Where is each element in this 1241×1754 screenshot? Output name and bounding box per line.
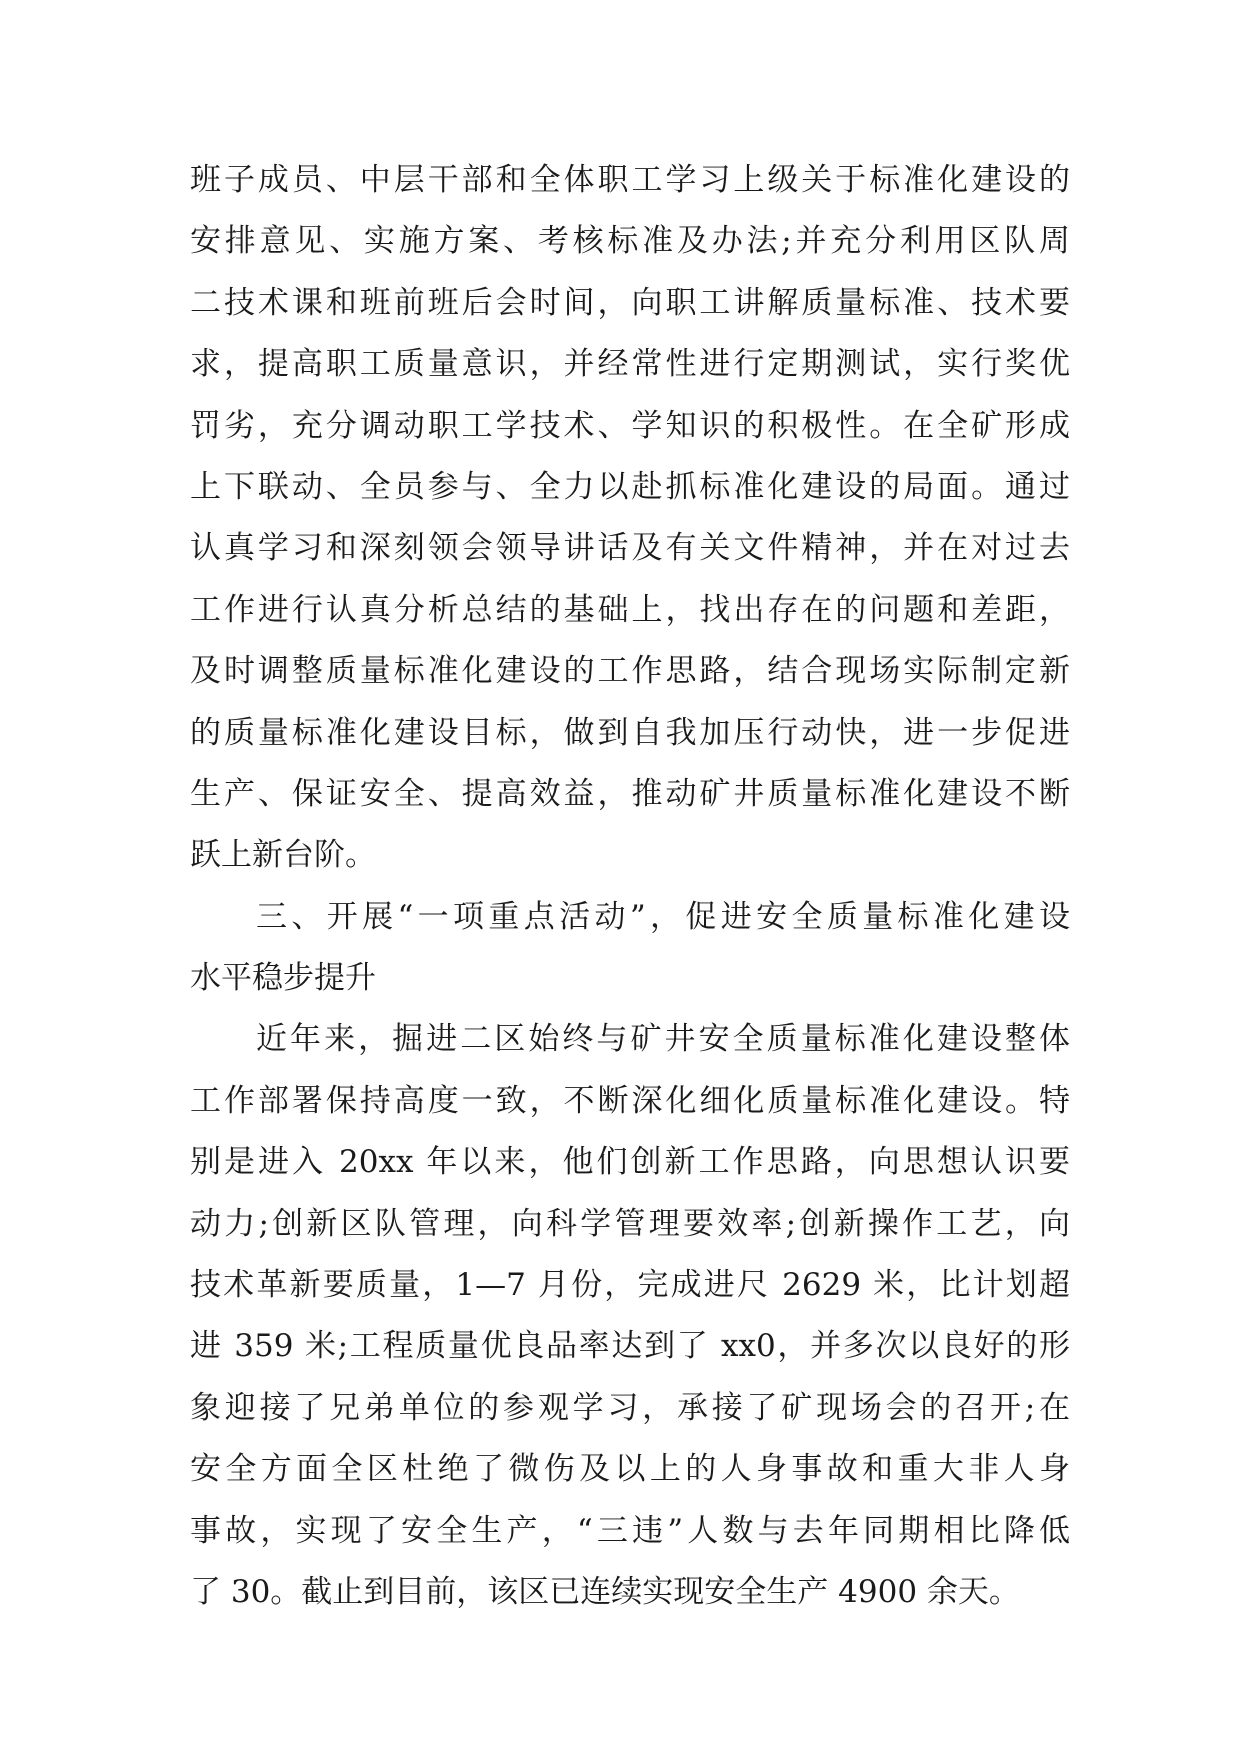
section-heading — [190, 887, 1070, 1010]
document-body — [190, 150, 1070, 1623]
text-line: 上下联动、全员参与、全力以赴抓标准化建设的局面。通过 — [190, 468, 1070, 505]
text-line: 近年来，掘进二区始终与矿井安全质量标准化建设整体 — [256, 1021, 1070, 1058]
text-line: 求，提高职工质量意识，并经常性进行定期测试，实行奖优 — [190, 346, 1070, 383]
text-line: 三、开展“一项重点活动”，促进安全质量标准化建设 — [256, 898, 1070, 935]
text-line: 罚劣，充分调动职工学技术、学知识的积极性。在全矿形成 — [190, 407, 1070, 444]
paragraph — [190, 1009, 1070, 1623]
text-line: 工作部署保持高度一致，不断深化细化质量标准化建设。特 — [190, 1082, 1070, 1119]
text-line: 生产、保证安全、提高效益，推动矿井质量标准化建设不断 — [190, 775, 1070, 812]
text-line: 班子成员、中层干部和全体职工学习上级关于标准化建设的 — [190, 162, 1070, 198]
paragraph — [190, 150, 1070, 887]
text-line: 水平稳步提升 — [190, 960, 376, 997]
text-line: 跃上新台阶。 — [190, 837, 376, 874]
text-line: 二技术课和班前班后会时间，向职工讲解质量标准、技术要 — [190, 284, 1070, 321]
text-line: 动力;创新区队管理，向科学管理要效率;创新操作工艺，向 — [190, 1205, 1070, 1242]
text-line: 的质量标准化建设目标，做到自我加压行动快，进一步促进 — [190, 714, 1070, 751]
text-line: 安排意见、实施方案、考核标准及办法;并充分利用区队周 — [190, 223, 1070, 260]
text-line: 了 30。截止到目前，该区已连续实现安全生产 4900 余天。 — [190, 1573, 1020, 1610]
text-line: 安全方面全区杜绝了微伤及以上的人身事故和重大非人身 — [190, 1451, 1070, 1488]
text-line: 别是进入 20xx 年以来，他们创新工作思路，向思想认识要 — [190, 1144, 1070, 1181]
text-line: 及时调整质量标准化建设的工作思路，结合现场实际制定新 — [190, 653, 1070, 690]
text-line: 事故，实现了安全生产，“三违”人数与去年同期相比降低 — [190, 1512, 1070, 1549]
text-line: 认真学习和深刻领会领导讲话及有关文件精神，并在对过去 — [190, 530, 1070, 567]
text-line: 技术革新要质量，1—7 月份，完成进尺 2629 米，比计划超 — [190, 1267, 1070, 1304]
text-line: 工作进行认真分析总结的基础上，找出存在的问题和差距， — [190, 591, 1070, 628]
text-line: 进 359 米;工程质量优良品率达到了 xx0，并多次以良好的形 — [190, 1328, 1070, 1365]
text-line: 象迎接了兄弟单位的参观学习，承接了矿现场会的召开;在 — [190, 1389, 1070, 1426]
